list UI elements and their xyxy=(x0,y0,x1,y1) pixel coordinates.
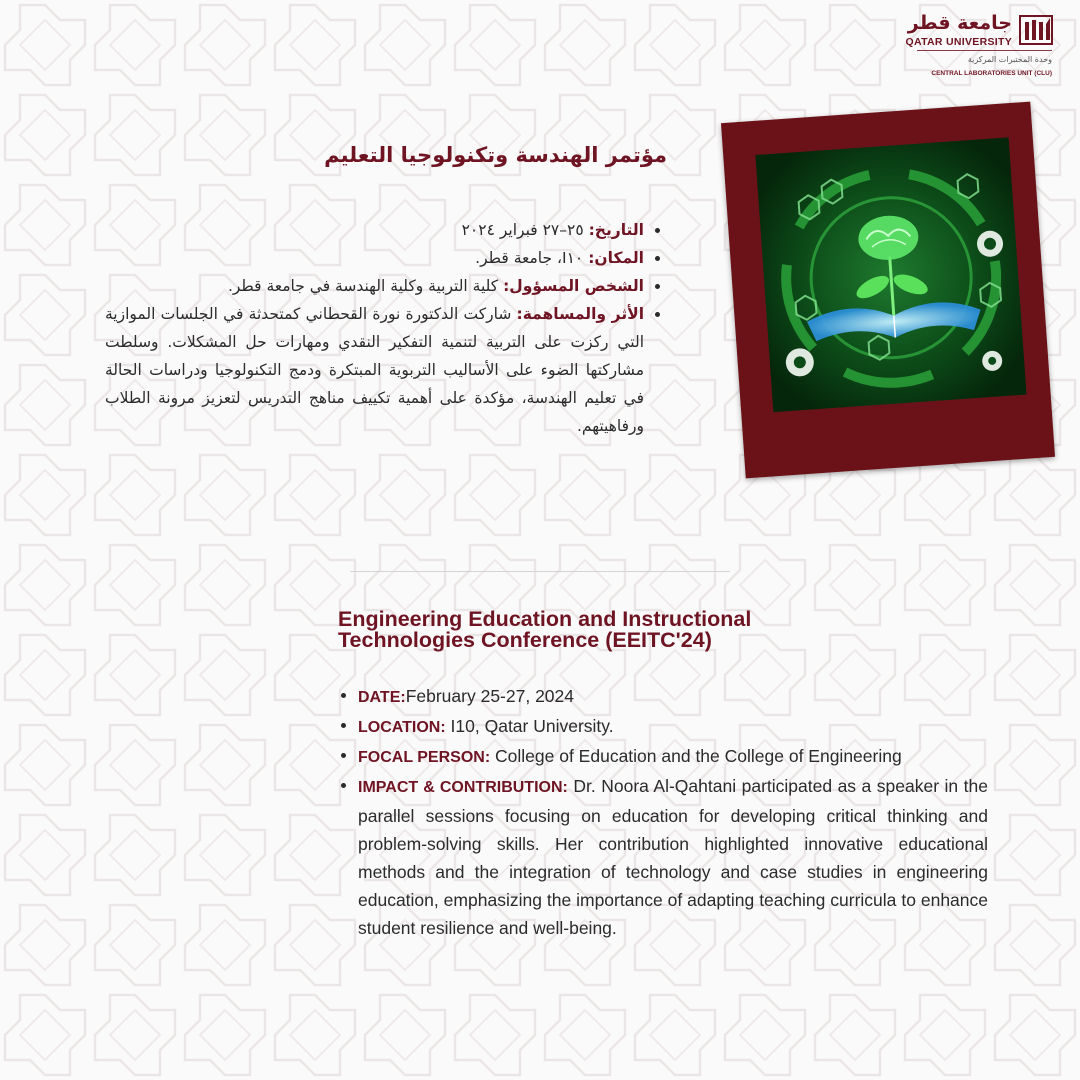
arabic-focal-label: الشخص المسؤول: xyxy=(503,277,644,295)
english-location-label: LOCATION: xyxy=(358,719,446,736)
conference-illustration xyxy=(755,137,1026,412)
section-divider xyxy=(350,571,730,572)
english-date-value: February 25-27, 2024 xyxy=(405,686,575,706)
arabic-date-label: التاريخ: xyxy=(588,221,644,239)
english-title: Engineering Education and Instructional Technologies Conference (EEITC'24) xyxy=(338,607,752,652)
logo-name-arabic: جامعة قطر xyxy=(907,12,1012,34)
english-date-label: DATE: xyxy=(358,689,406,706)
arabic-focal-value: كلية التربية وكلية الهندسة في جامعة قطر. xyxy=(227,277,504,295)
logo-divider xyxy=(917,50,1052,51)
arabic-details-list xyxy=(105,216,660,440)
arabic-title: مؤتمر الهندسة وتكنولوجيا التعليم xyxy=(324,143,667,167)
arabic-impact-label: الأثر والمساهمة: xyxy=(516,305,645,323)
english-focal-label: FOCAL PERSON: xyxy=(358,749,491,766)
arabic-location-label: المكان: xyxy=(588,249,644,267)
logo-name-english: QATAR UNIVERSITY xyxy=(905,36,1012,48)
english-location-value: I10, Qatar University. xyxy=(445,716,614,736)
arabic-impact-value: شاركت الدكتورة نورة القحطاني كمتحدثة في الجلسات الموازية التي ركزت على التربية لتنمية التفكير النقدي ومهارات حل المشكلات. وسلطت مشاركتها الضوء على الأساليب التربوية المبتكرة ودمج التكنولوجيا ودراسات الحالة في تعليم الهندسة، مؤكدة على أهمية تكييف مناهج التدريس لتعزيز مرونة الطلاب ورفاهيتهم. xyxy=(105,305,644,435)
arabic-focal-item xyxy=(105,272,660,300)
arabic-impact-item xyxy=(105,300,660,440)
arabic-date-item xyxy=(105,216,660,244)
arabic-location-value: I١٠، جامعة قطر. xyxy=(475,249,589,267)
english-focal-value: College of Education and the College of Engineering xyxy=(490,746,902,766)
english-impact-item xyxy=(340,772,988,942)
qatar-university-emblem-icon xyxy=(1018,12,1054,46)
arabic-date-value: ٢٥–٢٧ فبراير ٢٠٢٤ xyxy=(461,221,589,239)
english-date-item xyxy=(340,682,988,712)
logo-unit-english: CENTRAL LABORATORIES UNIT (CLU) xyxy=(931,70,1052,77)
english-location-item xyxy=(340,712,988,742)
logo-unit-arabic: وحدة المختبرات المركزية xyxy=(967,55,1052,64)
english-focal-item xyxy=(340,742,988,772)
arabic-location-item xyxy=(105,244,660,272)
photo-frame xyxy=(721,102,1055,479)
english-impact-label: IMPACT & CONTRIBUTION: xyxy=(358,779,568,796)
qatar-university-logo xyxy=(874,10,1054,80)
english-impact-value: Dr. Noora Al-Qahtani participated as a speaker in the parallel sessions focusing on education for developing critical thinking and problem-solving skills. Her contribution highlighted innovative educational methods and the integration of technology and case studies in engineering education, emphasizing the importance of adapting teaching curricula to enhance student resilience and well-being. xyxy=(358,776,988,938)
english-details-list xyxy=(340,682,988,942)
